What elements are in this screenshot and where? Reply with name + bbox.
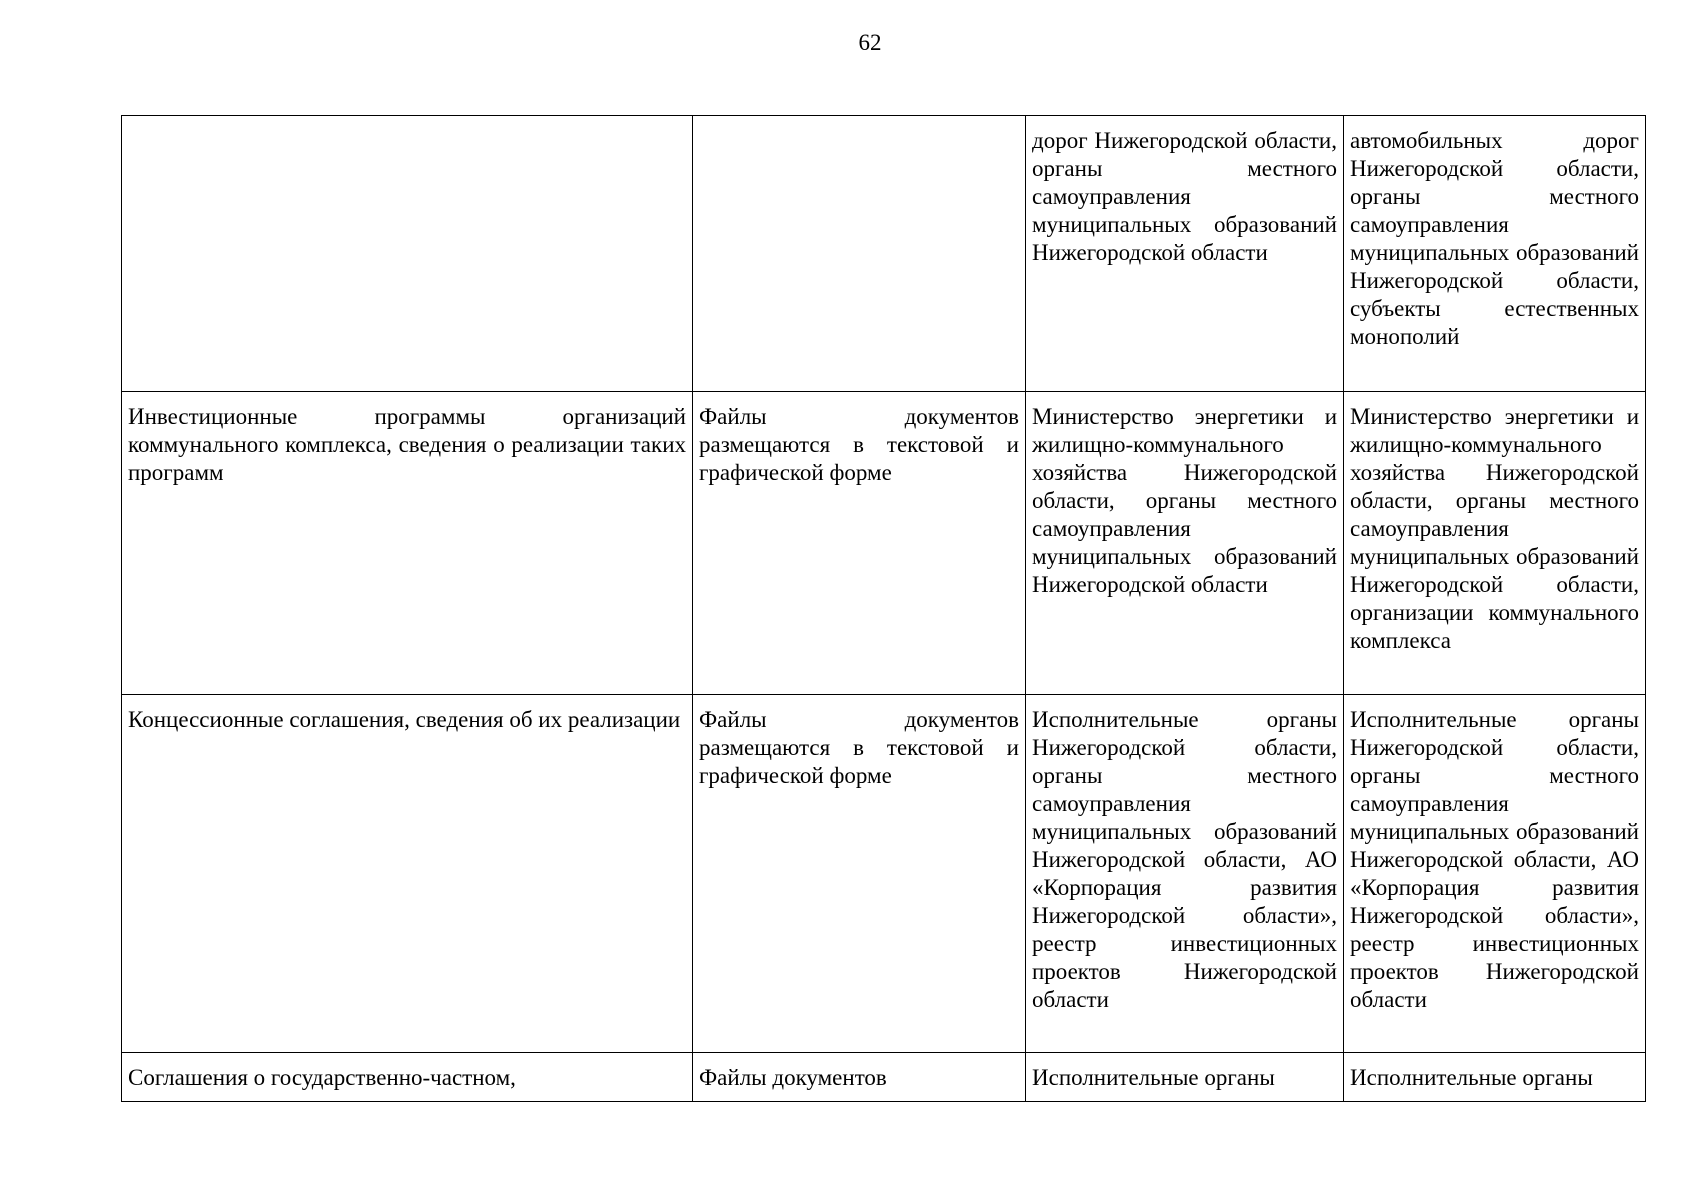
cell-info <box>122 116 693 392</box>
cell-owner: Исполнительные органы Нижегородской области, органы местного самоуправления муниципальных образований Нижегородской области, АО «Корпорация развития Нижегородской области», реестр инвестиционных проектов Нижегородской области <box>1344 695 1646 1053</box>
cell-provider: дорог Нижегородской области, органы местного самоуправления муниципальных образований Нижегородской области <box>1026 116 1344 392</box>
cell-provider: Министерство энергетики и жилищно-коммунального хозяйства Нижегородской области, органы местного самоуправления муниципальных образований Нижегородской области <box>1026 392 1344 695</box>
table-row <box>122 695 1646 1053</box>
cell-info: Концессионные соглашения, сведения об их реализации <box>122 695 693 1053</box>
cell-info: Инвестиционные программы организаций коммунального комплекса, сведения о реализации таких программ <box>122 392 693 695</box>
table-row <box>122 116 1646 392</box>
cell-format: Файлы документов <box>693 1053 1026 1102</box>
cell-owner: автомобильных дорог Нижегородской области, органы местного самоуправления муниципальных образований Нижегородской области, субъекты естественных монополий <box>1344 116 1646 392</box>
document-table <box>121 115 1646 1102</box>
cell-owner: Исполнительные органы <box>1344 1053 1646 1102</box>
cell-info: Соглашения о государственно-частном, <box>122 1053 693 1102</box>
table-row <box>122 392 1646 695</box>
cell-provider: Исполнительные органы <box>1026 1053 1344 1102</box>
cell-owner: Министерство энергетики и жилищно-коммунального хозяйства Нижегородской области, органы местного самоуправления муниципальных образований Нижегородской области, организации коммунального комплекса <box>1344 392 1646 695</box>
cell-provider: Исполнительные органы Нижегородской области, органы местного самоуправления муниципальных образований Нижегородской области, АО «Корпорация развития Нижегородской области», реестр инвестиционных проектов Нижегородской области <box>1026 695 1344 1053</box>
cell-format <box>693 116 1026 392</box>
table-row <box>122 1053 1646 1102</box>
cell-format: Файлы документов размещаются в текстовой и графической форме <box>693 695 1026 1053</box>
page-number: 62 <box>858 30 882 55</box>
cell-format: Файлы документов размещаются в текстовой и графической форме <box>693 392 1026 695</box>
